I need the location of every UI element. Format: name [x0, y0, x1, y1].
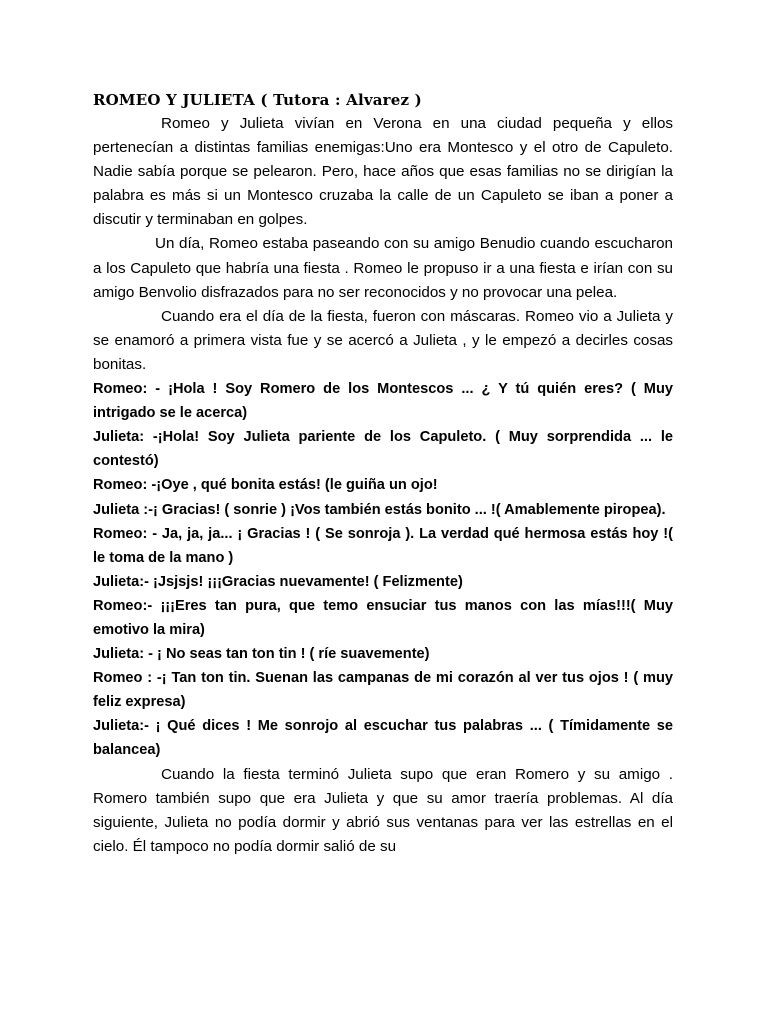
dialogue-line: Romeo: - Ja, ja, ja... ¡ Gracias ! ( Se sonroja ). La verdad qué hermosa estás hoy !( le toma de la mano ) [93, 525, 673, 566]
paragraph-meeting: Cuando era el día de la fiesta, fueron con máscaras. Romeo vio a Julieta y se enamoró a primera vista fue y se acercó a Julieta , y le empezó a decirles cosas bonitas. [93, 307, 673, 373]
dialogue-line: Julieta:- ¡Jsjsjs! ¡¡¡Gracias nuevamente! ( Felizmente) [93, 573, 463, 590]
dialogue-line: Julieta: - ¡ No seas tan ton tin ! ( ríe suavemente) [93, 646, 430, 663]
dialogue-line: Romeo: - ¡Hola ! Soy Romero de los Montescos ... ¿ Y tú quién eres? ( Muy intrigado se le acerca) [93, 381, 673, 422]
document-title: ROMEO Y JULIETA ( Tutora : Alvarez ) [93, 91, 422, 109]
dialogue-line: Romeo : -¡ Tan ton tin. Suenan las campanas de mi corazón al ver tus ojos ! ( muy feliz expresa) [93, 670, 673, 711]
dialogue-line: Romeo:- ¡¡¡Eres tan pura, que temo ensuciar tus manos con las mías!!!( Muy emotivo la mira) [93, 597, 673, 638]
dialogue-line: Romeo: -¡Oye , qué bonita estás! (le guiña un ojo! [93, 477, 438, 494]
paragraph-party-plan: Un día, Romeo estaba paseando con su amigo Benudio cuando escucharon a los Capuleto que habría una fiesta . Romeo le propuso ir a una fiesta e irían con su amigo Benvolio disfrazados para no ser reconocidos y no provocar una pelea. [93, 235, 673, 301]
document-page [93, 89, 673, 859]
dialogue-line: Julieta:- ¡ Qué dices ! Me sonrojo al escuchar tus palabras ... ( Tímidamente se balancea) [93, 718, 673, 759]
paragraph-closing: Cuando la fiesta terminó Julieta supo que eran Romero y su amigo . Romero también supo que era Julieta y que su amor traería problemas. Al día siguiente, Julieta no podía dormir y abrió sus ventanas para ver las estrellas en el cielo. Él tampoco no podía dormir salió de su [93, 765, 673, 855]
dialogue-line: Julieta :-¡ Gracias! ( sonrie ) ¡Vos también estás bonito ... !( Amablemente piropea). [93, 501, 666, 518]
dialogue-line: Julieta: -¡Hola! Soy Julieta pariente de los Capuleto. ( Muy sorprendida ... le contestó) [93, 429, 673, 470]
paragraph-intro: Romeo y Julieta vivían en Verona en una ciudad pequeña y ellos pertenecían a distintas familias enemigas:Uno era Montesco y el otro de Capuleto. Nadie sabía porque se pelearon. Pero, hace años que esas familias no se dirigían la palabra es más si un Montesco cruzaba la calle de un Capuleto se iban a poner a discutir y terminaban en golpes. [93, 115, 673, 229]
